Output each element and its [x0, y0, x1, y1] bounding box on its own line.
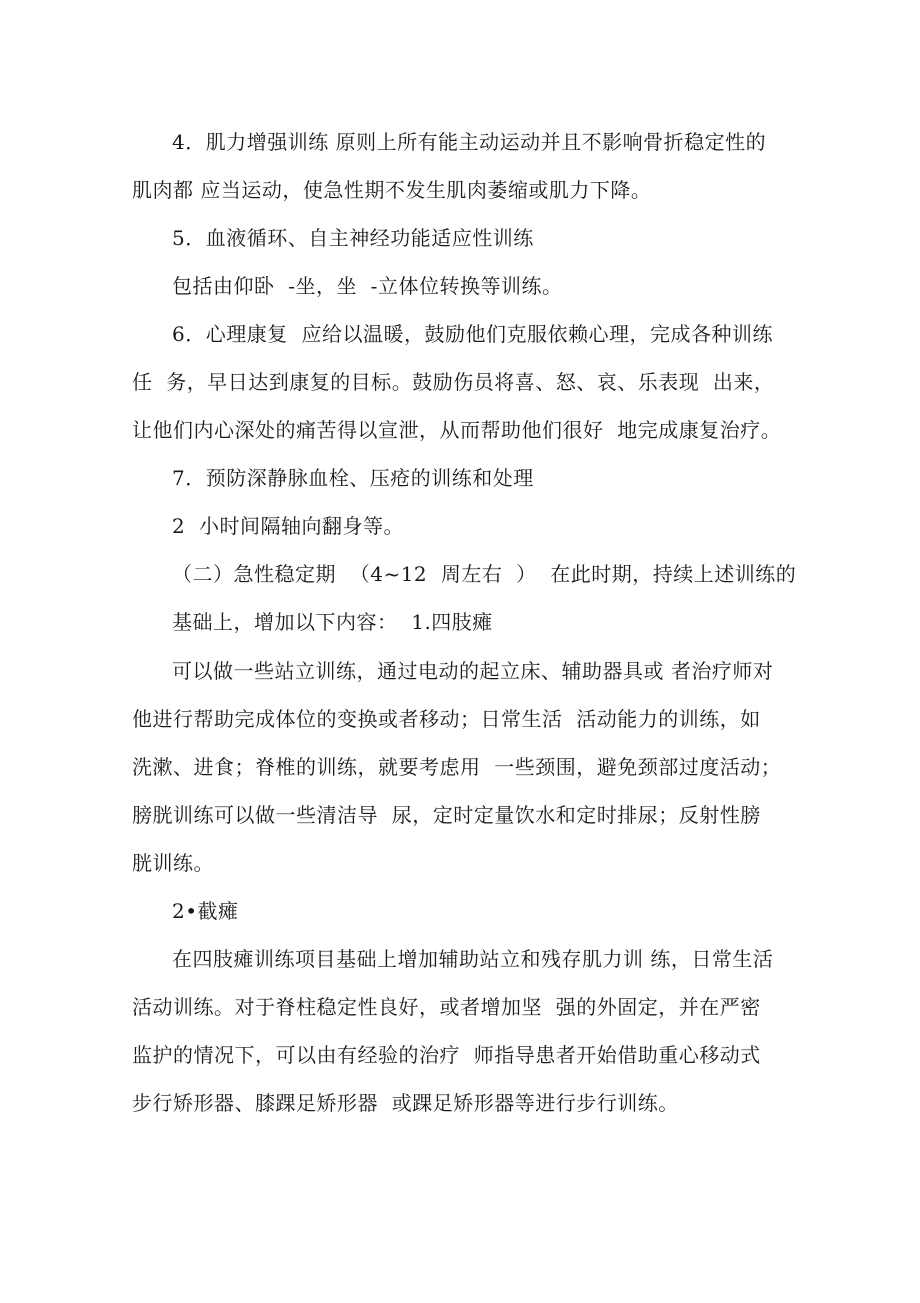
text-line: 4．肌力增强训练 原则上所有能主动运动并且不影响骨折稳定性的 — [172, 130, 767, 154]
text-line: 监护的情况下，可以由有经验的治疗 师指导患者开始借助重心移动式 — [132, 1043, 761, 1067]
text-line: 肌肉都 应当运动，使急性期不发生肌肉萎缩或肌力下降。 — [132, 178, 652, 202]
text-line: 膀胱训练可以做一些清洁导 尿，定时定量饮水和定时排尿；反射性膀 — [132, 803, 761, 827]
text-line: 5．血液循环、自主神经功能适应性训练 — [172, 226, 534, 250]
text-line: 洗漱、进食；脊椎的训练，就要考虑用 一些颈围，避免颈部过度活动； — [132, 755, 782, 779]
text-line: 7．预防深静脉血栓、压疮的训练和处理 — [172, 466, 534, 490]
text-line: 在四肢瘫训练项目基础上增加辅助站立和残存肌力训 练，日常生活 — [172, 947, 774, 971]
text-line: 2 小时间隔轴向翻身等。 — [172, 514, 404, 538]
text-line: 任 务，早日达到康复的目标。鼓励伤员将喜、怒、哀、乐表现 出来， — [132, 370, 775, 394]
text-line: 6．心理康复 应给以温暖，鼓励他们克服依赖心理，完成各种训练 — [172, 322, 773, 346]
text-line: 活动训练。对于脊柱稳定性良好，或者增加坚 强的外固定，并在严密 — [132, 995, 761, 1019]
text-line: 可以做一些站立训练，通过电动的起立床、辅助器具或 者治疗师对 — [172, 659, 774, 683]
text-line: 他进行帮助完成体位的变换或者移动；日常生活 活动能力的训练，如 — [132, 707, 761, 731]
text-line: 包括由仰卧 -坐，坐 -立体位转换等训练。 — [172, 274, 563, 298]
text-line: 胱训练。 — [132, 851, 214, 875]
text-line: 步行矫形器、膝踝足矫形器 或踝足矫形器等进行步行训练。 — [132, 1091, 679, 1115]
text-line: （二）急性稳定期 （4~12 周左右 ） 在此时期，持续上述训练的 — [172, 562, 797, 586]
text-line: 基础上，增加以下内容： 1.四肢瘫 — [172, 610, 493, 634]
text-line: 2•截瘫 — [172, 899, 239, 923]
text-line: 让他们内心深处的痛苦得以宣泄，从而帮助他们很好 地完成康复治疗。 — [132, 418, 782, 442]
